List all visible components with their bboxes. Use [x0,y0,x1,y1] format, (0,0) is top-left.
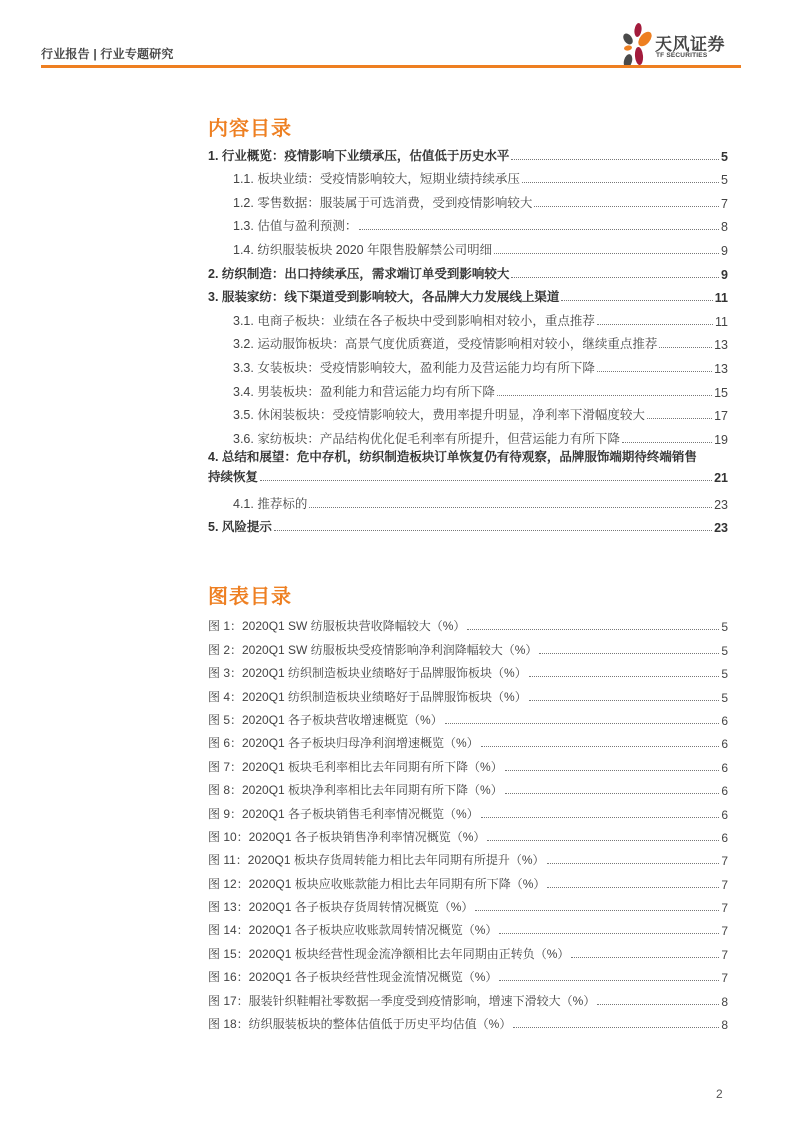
leader-dots [622,442,712,443]
toc-entry[interactable] [208,282,728,306]
figure-entry-page: 6 [721,807,728,822]
figures-list [208,611,728,1032]
figure-entry-label: 图 8：2020Q1 板块净利率相比去年同期有所下降（%） [208,783,503,798]
toc-entry[interactable] [208,485,728,512]
leader-dots [359,229,719,230]
toc-entry[interactable] [208,447,728,485]
toc-entry[interactable] [208,211,728,235]
toc-entry-label: 1.3. 估值与盈利预测： [233,219,358,234]
figure-entry-label: 图 13：2020Q1 各子板块存货周转情况概览（%） [208,900,474,915]
toc-entry-page: 5 [721,173,728,188]
figure-entry-label: 图 4：2020Q1 纺织制造板块业绩略好于品牌服饰板块（%） [208,689,527,704]
leader-dots [561,300,712,301]
figure-entry-page: 6 [721,760,728,775]
toc-entry-label: 3.2. 运动服饰板块：高景气度优质赛道，受疫情影响相对较小，继续重点推荐 [233,337,658,352]
toc-entry-label: 3.4. 男装板块：盈利能力和营运能力均有所下降 [233,384,495,399]
contents-title: 内容目录 [208,118,292,140]
figure-entry-label: 图 9：2020Q1 各子板块销售毛利率情况概览（%） [208,806,479,821]
figure-entry-label: 图 10：2020Q1 各子板块销售净利率情况概览（%） [208,829,486,844]
leader-dots [597,371,712,372]
leader-dots [529,700,720,701]
leader-dots [505,770,720,771]
toc-entry-page: 23 [714,521,728,536]
page-header [41,20,741,66]
figure-entry-label: 图 14：2020Q1 各子板块应收账款周转情况概览（%） [208,923,498,938]
figure-entry-page: 7 [721,901,728,916]
leader-dots [539,653,719,654]
toc-entry-label: 4. 总结和展望：危中存机，纺织制造板块订单恢复仍有待观察，品牌服饰端期待终端销售 [208,449,697,464]
figure-entry-page: 7 [721,877,728,892]
toc-entry-page: 21 [714,470,728,485]
toc-entry-page: 11 [715,314,728,329]
leader-dots [647,418,712,419]
toc-entry-page: 9 [721,243,728,258]
leader-dots [467,629,719,630]
leader-dots [487,840,719,841]
figure-entry-label: 图 15：2020Q1 板块经营性现金流净额相比去年同期由正转负（%） [208,946,570,961]
toc-entry-page: 5 [721,149,728,164]
toc-entry-page: 7 [721,196,728,211]
report-category: 行业报告 | 行业专题研究 [41,47,174,61]
leader-dots [274,530,712,531]
figure-entry[interactable] [208,751,728,774]
leader-dots [534,206,719,207]
toc-entry-label-continued: 持续恢复 [208,469,259,484]
header-divider [41,65,741,68]
toc-entry-page: 15 [714,385,728,400]
leader-dots [529,676,720,677]
contents-list [208,140,728,535]
toc-entry-label: 3.3. 女装板块：受疫情影响较大，盈利能力及营运能力均有所下降 [233,360,595,375]
figure-entry-page: 8 [721,994,728,1009]
page-number: 2 [716,1087,723,1101]
leader-dots [494,253,719,254]
figure-entry[interactable] [208,868,728,891]
toc-entry-page: 13 [714,338,728,353]
leader-dots [571,957,719,958]
leader-dots [513,1027,719,1028]
toc-entry-label: 3.6. 家纺板块：产品结构优化促毛利率有所提升，但营运能力有所下降 [233,431,620,446]
figure-entry-page: 8 [721,1018,728,1033]
toc-entry-label: 1.2. 零售数据：服装属于可选消费，受到疫情影响较大 [233,195,533,210]
toc-entry-page: 17 [714,409,728,424]
leader-dots [547,863,720,864]
figure-entry[interactable] [208,611,728,634]
leader-dots [659,347,712,348]
leader-dots [511,277,719,278]
figure-entry-label: 图 18：纺织服装板块的整体估值低于历史平均估值（%） [208,1017,512,1032]
figure-entry[interactable] [208,915,728,938]
figure-entry[interactable] [208,658,728,681]
toc-entry-label: 3.1. 电商子板块：业绩在各子板块中受到影响相对较小，重点推荐 [233,313,595,328]
leader-dots [522,182,719,183]
toc-entry-label: 1.1. 板块业绩：受疫情影响较大，短期业绩持续承压 [233,172,520,187]
toc-entry[interactable] [208,258,728,282]
figure-entry[interactable] [208,681,728,704]
toc-entry[interactable] [208,305,728,329]
toc-entry[interactable] [208,234,728,258]
toc-entry-label: 4.1. 推荐标的 [233,496,308,511]
figure-entry-label: 图 6：2020Q1 各子板块归母净利润增速概览（%） [208,736,479,751]
toc-entry[interactable] [208,140,728,164]
leader-dots [481,746,720,747]
toc-entry[interactable] [208,329,728,353]
toc-entry-page: 11 [714,291,728,306]
logo-chinese-name: 天风证券 [655,35,725,54]
figure-entry-page: 6 [721,713,728,728]
toc-entry-label: 2. 纺织制造：出口持续承压，需求端订单受到影响较大 [208,266,510,281]
figure-entry[interactable] [208,892,728,915]
toc-entry-page: 9 [721,267,728,282]
figure-entry[interactable] [208,845,728,868]
toc-entry-page: 8 [721,220,728,235]
figure-entry[interactable] [208,938,728,961]
figure-entry-label: 图 2：2020Q1 SW 纺服板块受疫情影响净利润降幅较大（%） [208,642,538,657]
figure-entry-label: 图 7：2020Q1 板块毛利率相比去年同期有所下降（%） [208,759,503,774]
figure-entry[interactable] [208,985,728,1008]
figure-entry-page: 5 [721,690,728,705]
figure-entry-label: 图 3：2020Q1 纺织制造板块业绩略好于品牌服饰板块（%） [208,666,527,681]
leader-dots [497,395,712,396]
figure-entry[interactable] [208,634,728,657]
toc-entry-page: 19 [714,432,728,447]
toc-entry-label: 3.5. 休闲装板块：受疫情影响较大，费用率提升明显，净利率下滑幅度较大 [233,408,645,423]
figure-entry-page: 5 [721,643,728,658]
toc-entry[interactable] [208,352,728,376]
leader-dots [481,817,720,818]
toc-entry[interactable] [208,512,728,536]
figure-entry-page: 7 [721,924,728,939]
figure-entry-page: 7 [721,854,728,869]
figure-entry-label: 图 11：2020Q1 板块存货周转能力相比去年同期有所提升（%） [208,853,545,868]
leader-dots [511,159,719,160]
figure-entry-page: 6 [721,784,728,799]
logo-english-name: TF SECURITIES [656,52,708,59]
figure-entry-label: 图 12：2020Q1 板块应收账款能力相比去年同期有所下降（%） [208,876,546,891]
figure-entry-label: 图 16：2020Q1 各子板块经营性现金流情况概览（%） [208,970,498,985]
leader-dots [445,723,720,724]
leader-dots [499,980,719,981]
figure-entry-page: 6 [721,830,728,845]
toc-entry-page: 13 [714,361,728,376]
toc-entry[interactable] [208,423,728,447]
leader-dots [260,480,712,481]
figure-entry[interactable] [208,775,728,798]
toc-entry[interactable] [208,376,728,400]
toc-entry-label: 1.4. 纺织服装板块 2020 年限售股解禁公司明细 [233,242,493,257]
leader-dots [475,910,719,911]
figure-entry-label: 图 1：2020Q1 SW 纺服板块营收降幅较大（%） [208,619,466,634]
figure-entry[interactable] [208,798,728,821]
leader-dots [597,1004,719,1005]
figure-entry[interactable] [208,1009,728,1032]
figure-entry-page: 5 [721,620,728,635]
figure-entry[interactable] [208,705,728,728]
tf-securities-logo [621,22,741,68]
figure-entry-label: 图 5：2020Q1 各子板块营收增速概览（%） [208,712,443,727]
figure-entry[interactable] [208,728,728,751]
toc-entry[interactable] [208,187,728,211]
figure-entry[interactable] [208,822,728,845]
toc-entry-label: 1. 行业概览：疫情影响下业绩承压，估值低于历史水平 [208,148,510,163]
figure-entry-page: 5 [721,667,728,682]
flower-logo-icon [621,22,653,68]
figure-entry-page: 6 [721,737,728,752]
toc-entry-label: 3. 服装家纺：线下渠道受到影响较大，各品牌大力发展线上渠道 [208,290,560,305]
figure-entry-page: 7 [721,971,728,986]
leader-dots [309,507,712,508]
leader-dots [505,793,720,794]
toc-entry-label: 5. 风险提示 [208,520,272,535]
toc-entry[interactable] [208,400,728,424]
leader-dots [597,324,713,325]
figure-entry-page: 7 [721,947,728,962]
toc-entry[interactable] [208,164,728,188]
figure-entry[interactable] [208,962,728,985]
figure-entry-label: 图 17：服装针织鞋帽社零数据一季度受到疫情影响，增速下滑较大（%） [208,993,596,1008]
figures-title: 图表目录 [208,586,292,608]
leader-dots [499,933,719,934]
toc-entry-page: 23 [714,497,728,512]
leader-dots [547,887,719,888]
